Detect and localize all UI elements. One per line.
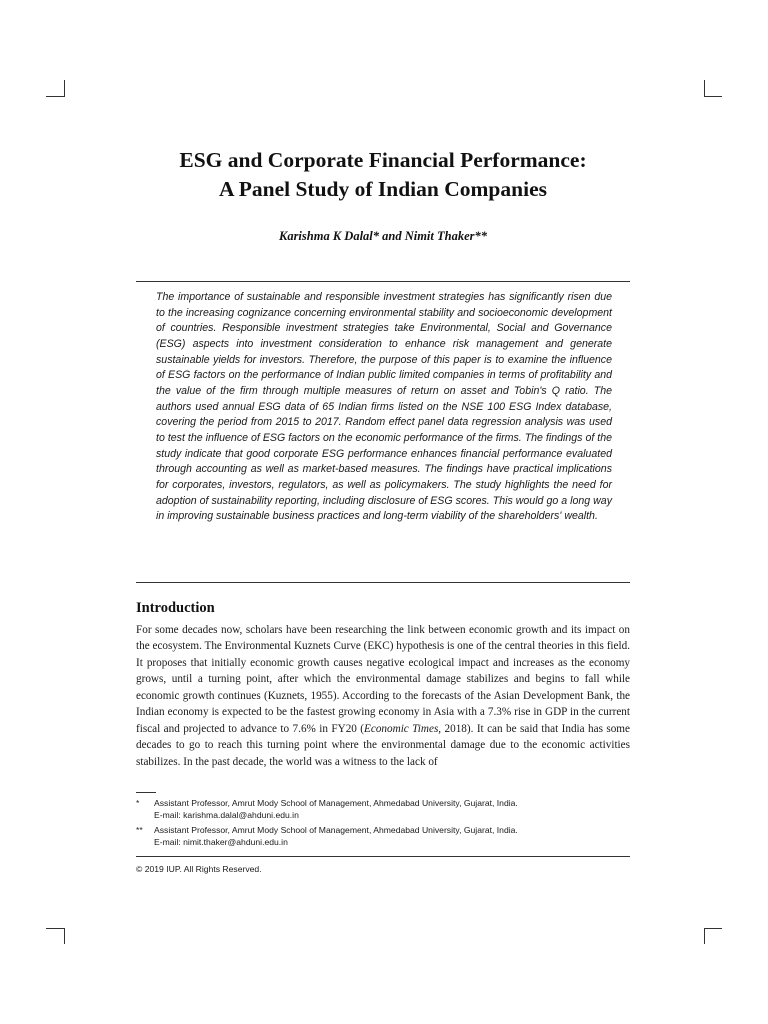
title-line-1: ESG and Corporate Financial Performance: — [179, 148, 587, 172]
footnote-1-email: E-mail: karishma.dalal@ahduni.edu.in — [154, 809, 299, 820]
author-line: Karishma K Dalal* and Nimit Thaker** — [278, 229, 488, 243]
intro-citation-italic: Economic Times — [364, 722, 439, 735]
footnote-1 — [136, 798, 630, 822]
title-line-2: A Panel Study of Indian Companies — [219, 177, 547, 201]
footnote-2-email: E-mail: nimit.thaker@ahduni.edu.in — [154, 836, 288, 847]
copyright-notice: © 2019 IUP. All Rights Reserved. — [136, 864, 262, 874]
copyright-rule — [136, 856, 630, 857]
paper-title — [136, 146, 630, 204]
intro-text-part-1: For some decades now, scholars have been researching the link between economic growth and its impact on the ecosystem. The Environmental Kuznets Curve (EKC) hypothesis is one of the central theories in this field. It proposes that initially economic growth causes negative ecological impact and increases as the economy grows, until a turning point, after which the environmental damage stabilizes and begins to fall while economic growth continues (Kuznets, 1955). According to the forecasts of the Asian Development Bank, the Indian economy is expected to be the fastest growing economy in Asia with a 7.3% rise in GDP in the current fiscal and projected to advance to 7.6% in FY20 ( — [136, 624, 630, 735]
introduction-paragraph — [136, 622, 630, 770]
footnote-1-mark: * — [136, 798, 140, 808]
footnote-rule — [136, 792, 156, 793]
abstract-text: The importance of sustainable and responsible investment strategies has significantly risen due to the increasing cognizance concerning environmental stability and socioeconomic development of countries. Responsible investment strategies take Environmental, Social and Governance (ESG) aspects into investment consideration to enhance risk management and generate sustainable yields for investors. Therefore, the purpose of this paper is to examine the influence of ESG factors on the performance of Indian public limited companies in terms of profitability and the value of the firm through multiple measures of return on asset and Tobin's Q ratio. The authors used annual ESG data of 65 Indian firms listed on the NSE 100 ESG Index database, covering the period from 2015 to 2017. Random effect panel data regression analysis was used to test the influence of ESG factors on the economic performance of the firms. The findings of the study indicate that good corporate ESG performance enhances financial performance evaluated through accounting as well as market-based measures. The findings have practical implications for corporates, investors, regulators, as well as policymakers. The study highlights the need for adoption of sustainability reporting, including disclosure of ESG scores. This would go a long way in improving sustainable business practices and long-term viability of the shareholders' wealth. — [156, 291, 612, 523]
footnote-2 — [136, 825, 630, 849]
footnote-2-affiliation: Assistant Professor, Amrut Mody School of Management, Ahmedabad University, Gujarat, India. — [154, 825, 518, 835]
footnote-1-affiliation: Assistant Professor, Amrut Mody School of Management, Ahmedabad University, Gujarat, India. — [154, 798, 518, 808]
introduction-heading: Introduction — [136, 600, 215, 616]
footnote-2-mark: ** — [136, 825, 143, 835]
intro-text-part-2: , 2018). It can be said that India has some decades to go to reach this turning point where the environmental damage due to the economic activities stabilizes. In the past decade, the world was a witness to the lack of — [136, 722, 630, 768]
abstract-top-rule — [136, 281, 630, 282]
abstract-bottom-rule — [136, 582, 630, 583]
